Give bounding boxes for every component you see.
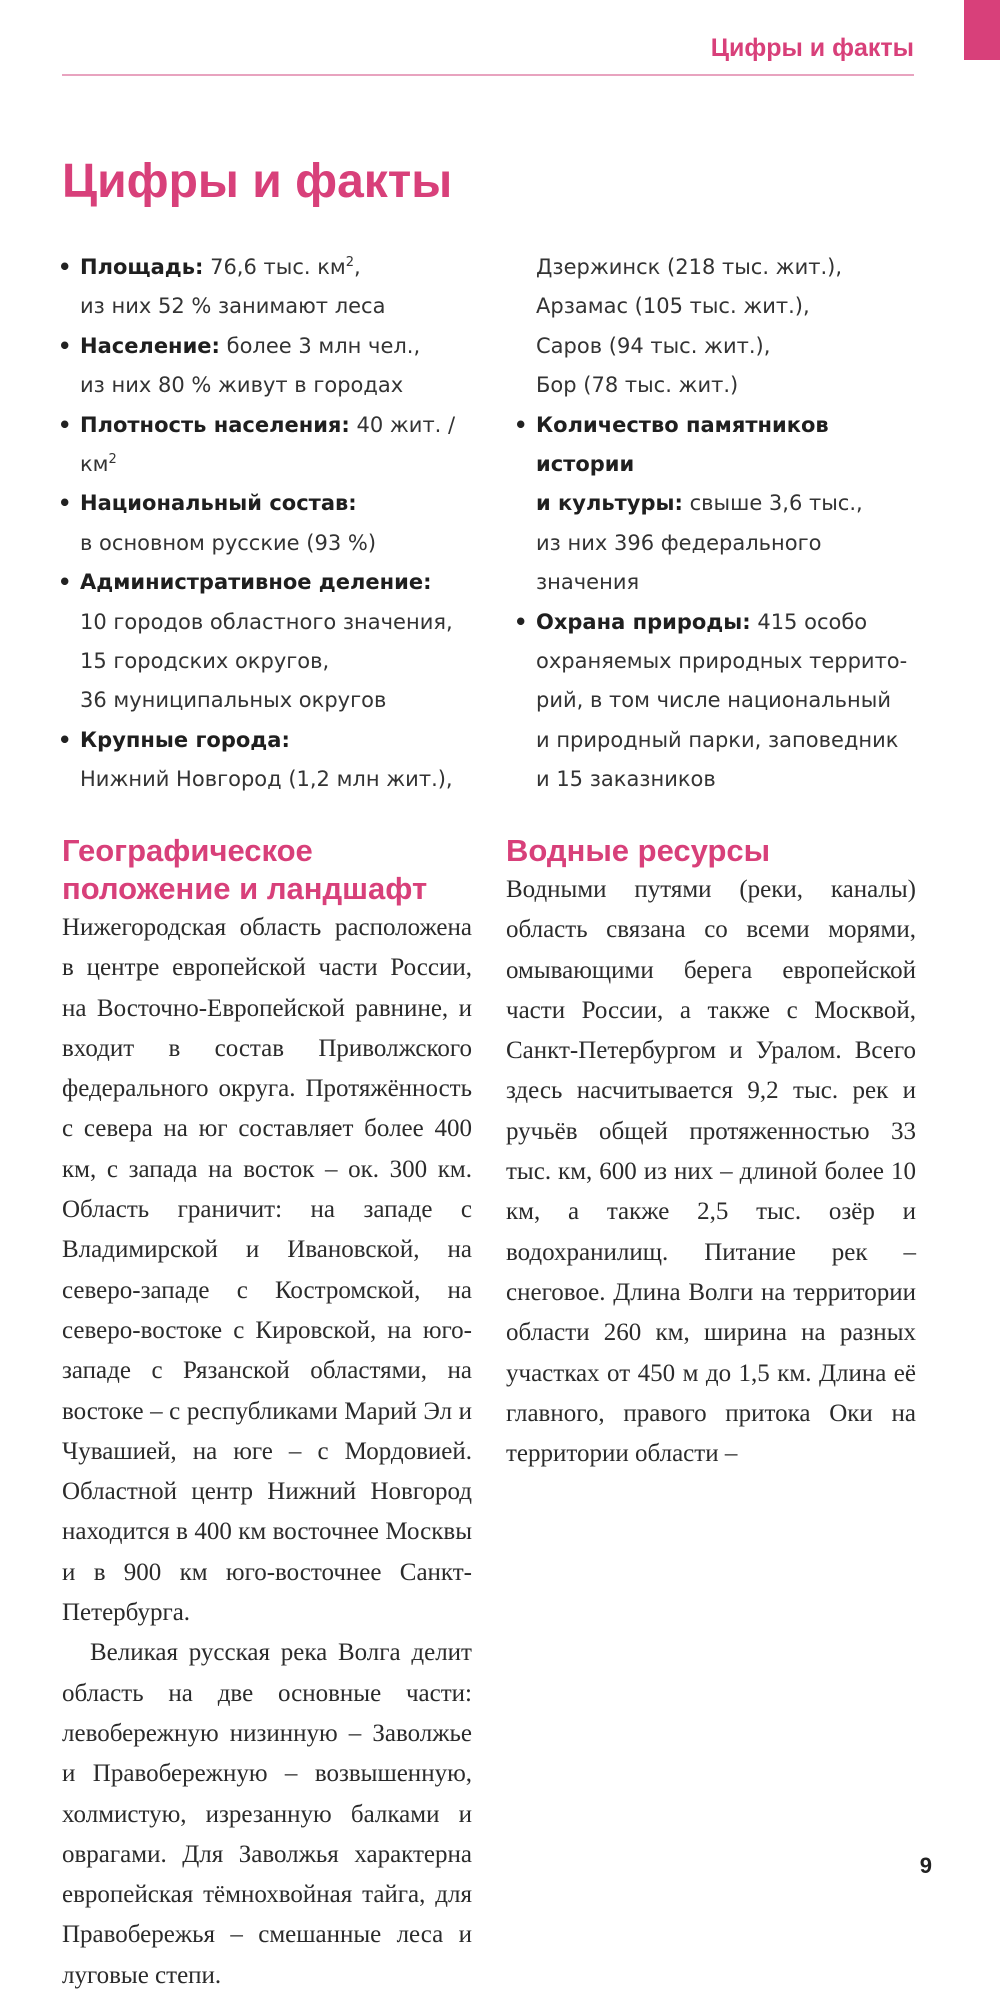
bullet-icon: • [58, 570, 72, 595]
bullet-icon: • [514, 412, 528, 437]
fact-population [52, 327, 482, 406]
running-header: Цифры и факты [710, 34, 914, 62]
fact-line: Бор (78 тыс. жит.) [536, 373, 739, 398]
fact-value: более 3 млн чел., [219, 333, 421, 358]
fact-suffix: , [354, 255, 361, 279]
fact-label: Количество памятников истории [536, 412, 829, 477]
bullet-icon: • [58, 727, 72, 752]
fact-line: и природный парки, заповедник [536, 727, 899, 752]
page-title: Цифры и факты [62, 155, 453, 208]
fact-line: 36 муниципальных округов [80, 688, 387, 713]
bullet-icon: • [58, 333, 72, 358]
fact-line: Дзержинск (218 тыс. жит.), [536, 255, 843, 279]
fact-label: Население: [80, 333, 220, 358]
fact-nature-protection [508, 603, 928, 800]
facts-left-column [52, 248, 482, 800]
text-column-right [506, 832, 916, 1474]
fact-monuments [508, 406, 928, 603]
bullet-icon: • [58, 491, 72, 516]
section-heading-water: Водные ресурсы [506, 833, 771, 868]
paragraph: Водными путями (реки, каналы) область связана со всеми морями, омывающими берега европейской части России, а также с Москвой, Санкт-Петербургом и Уралом. Всего здесь насчитывается 9,2 тыс. рек и ручьёв общей протяженностью 33 тыс. км, 600 из них – длиной более 10 км, а также 2,5 тыс. озёр и водохранилищ. Питание рек – снеговое. Длина Волги на территории области 260 км, ширина на разных участках от 450 м до 1,5 км. Длина её главного, правого притока Оки на территории области – [506, 876, 916, 1468]
fact-line: Нижний Новгород (1,2 млн жит.), [80, 767, 453, 792]
fact-cities-continued [508, 248, 928, 406]
superscript: 2 [345, 255, 355, 270]
fact-value: 415 особо [750, 609, 868, 634]
fact-value: 76,6 тыс. км [203, 255, 346, 279]
fact-line: охраняемых природных террито- [536, 649, 908, 674]
fact-line: рий, в том числе национальный [536, 688, 891, 713]
facts-right-column [508, 248, 928, 800]
bullet-icon: • [58, 255, 72, 279]
fact-label: Охрана природы: [536, 609, 751, 634]
fact-density [52, 406, 482, 485]
fact-line: 15 городских округов, [80, 649, 330, 674]
fact-line: 10 городов областного значения, [80, 609, 453, 634]
fact-cities [52, 721, 482, 800]
paragraph: Нижегородская область расположена в центре европейской части России, на Восточно-Европейской равнине, и входит в состав Приволжского федерального округа. Протяжённость с севера на юг составляет более 400 км, с запада на восток – ок. 300 км. Область граничит: на западе с Владимирской и Ивановской, на северо-западе с Костромской, на северо-востоке с Кировской, на юго-западе с Рязанской областями, на востоке – с республиками Марий Эл и Чувашией, на юге – с Мордовией. Областной центр Нижний Новгород находится в 400 км восточнее Москвы и в 900 км юго-восточнее Санкт-Петербурга. [62, 914, 472, 1627]
section-heading-geography: Географическое положение и ландшафт [62, 833, 428, 906]
fact-area [52, 248, 482, 327]
section-tab-marker [964, 0, 1000, 60]
fact-line: значения [536, 570, 640, 595]
fact-label: Площадь: [80, 255, 204, 279]
fact-label: Плотность населения: [80, 412, 350, 437]
fact-label: Крупные города: [80, 727, 290, 752]
fact-ethnic [52, 484, 482, 563]
superscript: 2 [108, 452, 117, 468]
paragraph: Великая русская река Волга делит область на две основные части: левобережную низинную – Заволжье и Правобережную – возвышенную, холмистую, изрезанную балками и оврагами. Для Заволжья характерна европейская тёмнохвойная тайга, для Правобережья – смешанные леса и луговые степи. [62, 1639, 472, 1989]
fact-label: и культуры: [536, 491, 683, 516]
fact-label: Административное деление: [80, 570, 432, 595]
fact-line: из них 52 % занимают леса [80, 294, 386, 319]
fact-line: и 15 заказников [536, 767, 716, 792]
fact-line: из них 80 % живут в городах [80, 373, 404, 398]
fact-label: Национальный состав: [80, 491, 357, 516]
bullet-icon: • [58, 412, 72, 437]
fact-line: из них 396 федерального [536, 530, 822, 555]
text-column-left [62, 832, 472, 1996]
page-number: 9 [919, 1853, 932, 1878]
header-rule [62, 74, 914, 76]
fact-admin [52, 563, 482, 721]
fact-line: Саров (94 тыс. жит.), [536, 333, 771, 358]
fact-value: свыше 3,6 тыс., [682, 491, 863, 516]
bullet-icon: • [514, 609, 528, 634]
fact-line: Арзамас (105 тыс. жит.), [536, 294, 810, 319]
fact-value: 40 жит. / км [80, 412, 456, 477]
fact-line: в основном русские (93 %) [80, 530, 377, 555]
